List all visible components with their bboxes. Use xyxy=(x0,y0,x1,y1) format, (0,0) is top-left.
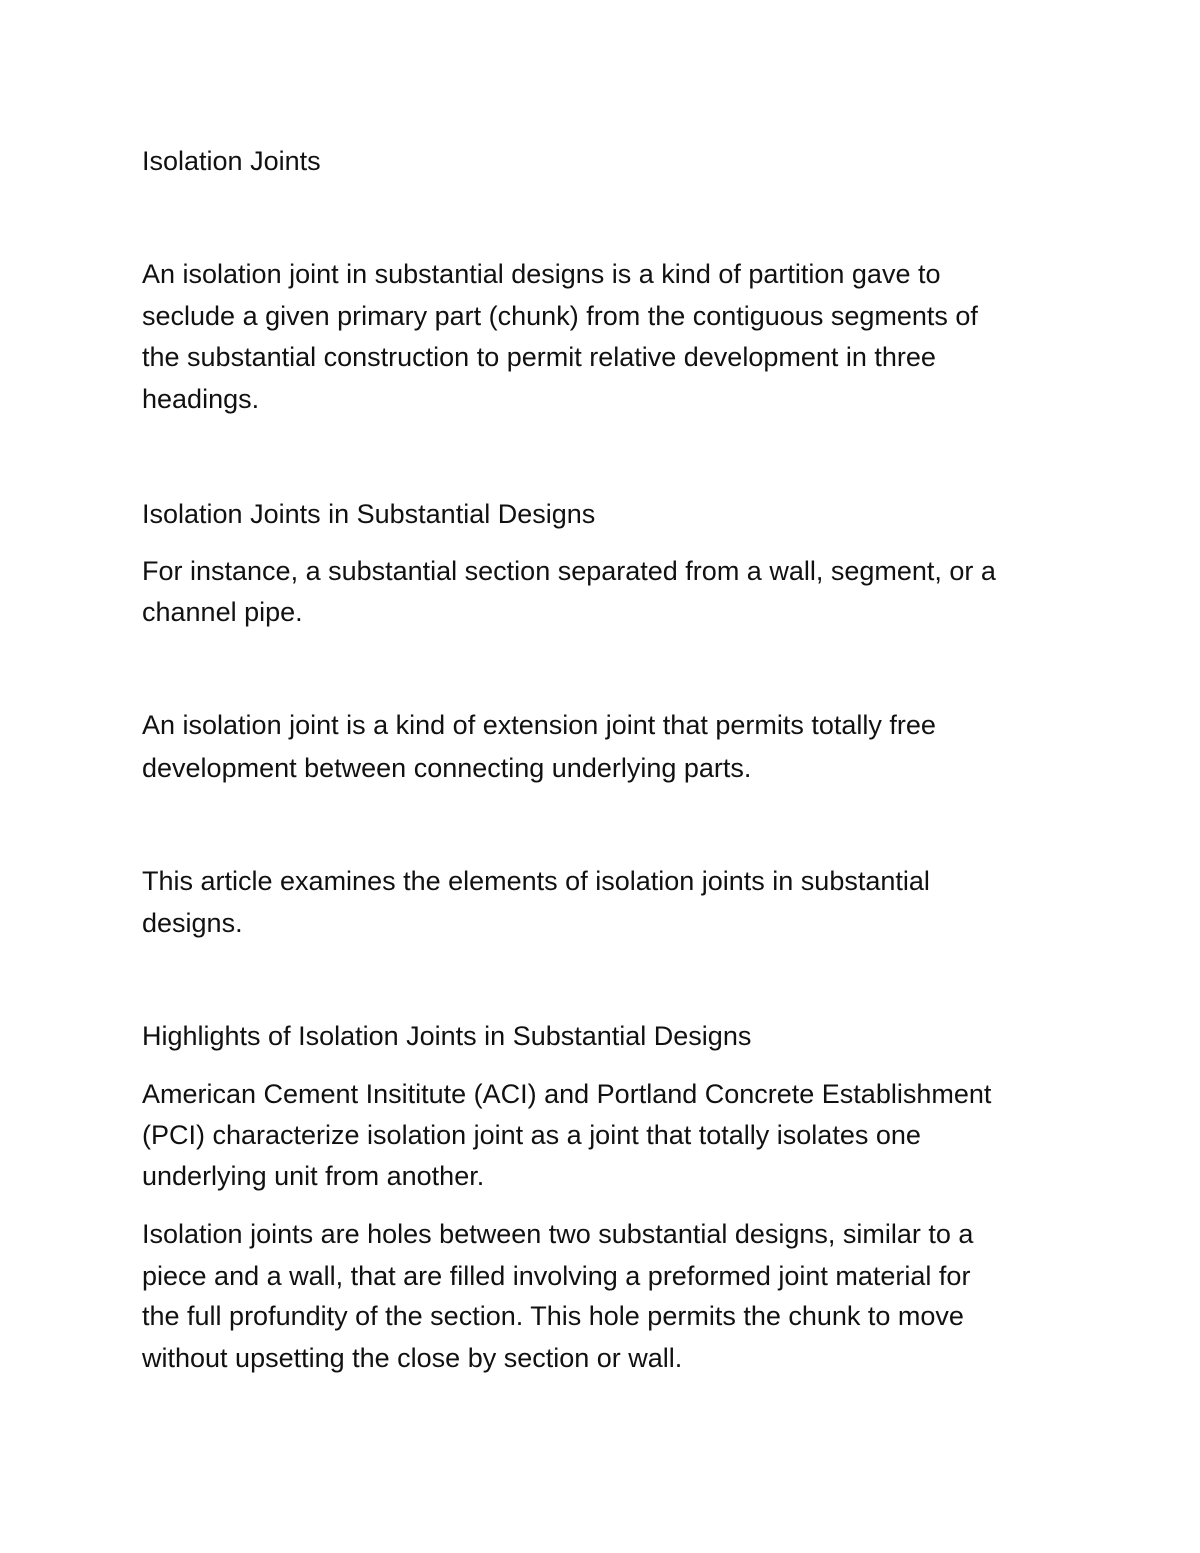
paragraph-line: underlying unit from another. xyxy=(142,1161,485,1191)
paragraph-line: Isolation joints are holes between two substantial designs, similar to a xyxy=(142,1219,974,1249)
paragraph-line: channel pipe. xyxy=(142,597,303,627)
paragraph-line: designs. xyxy=(142,908,243,938)
paragraph-line: the substantial construction to permit relative development in three xyxy=(142,342,936,372)
paragraph-line: headings. xyxy=(142,384,260,414)
paragraph-line: For instance, a substantial section separated from a wall, segment, or a xyxy=(142,556,996,586)
section-heading: Highlights of Isolation Joints in Substantial Designs xyxy=(142,1021,752,1051)
paragraph-line: This article examines the elements of isolation joints in substantial xyxy=(142,866,930,896)
paragraph-line: development between connecting underlying parts. xyxy=(142,753,752,783)
paragraph-line: seclude a given primary part (chunk) from the contiguous segments of xyxy=(142,301,978,331)
section-heading: Isolation Joints in Substantial Designs xyxy=(142,499,596,529)
paragraph-line: piece and a wall, that are filled involving a preformed joint material for xyxy=(142,1261,971,1291)
paragraph-line: An isolation joint is a kind of extension joint that permits totally free xyxy=(142,710,936,740)
document-title: Isolation Joints xyxy=(142,146,321,176)
paragraph-line: American Cement Insititute (ACI) and Portland Concrete Establishment xyxy=(142,1079,992,1109)
paragraph-line: (PCI) characterize isolation joint as a joint that totally isolates one xyxy=(142,1120,921,1150)
paragraph-line: without upsetting the close by section or wall. xyxy=(142,1343,683,1373)
paragraph-line: An isolation joint in substantial designs is a kind of partition gave to xyxy=(142,259,941,289)
paragraph-line: the full profundity of the section. This hole permits the chunk to move xyxy=(142,1301,964,1331)
